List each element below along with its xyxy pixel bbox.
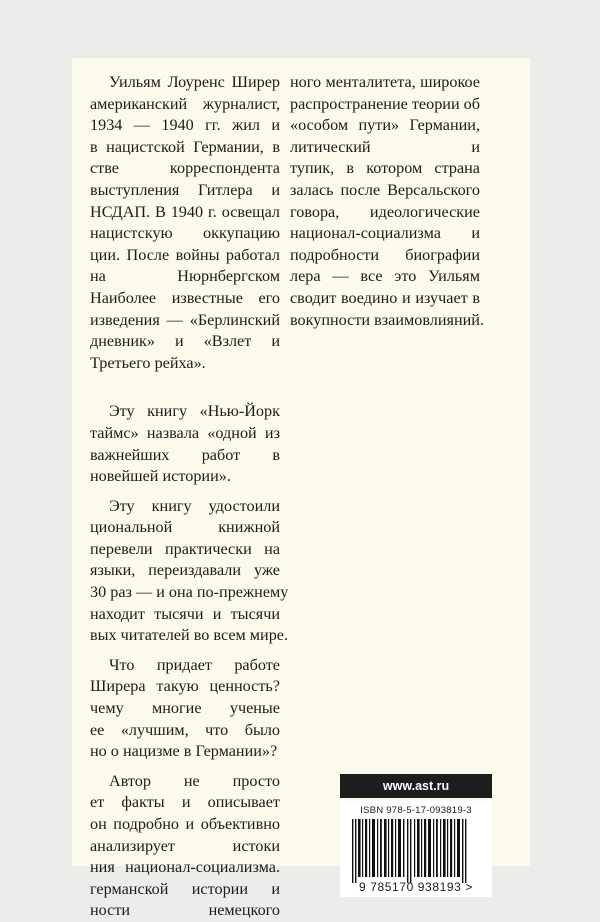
text-line: чему многие ученые bbox=[90, 699, 280, 718]
text-line: говора, идеологические bbox=[290, 202, 480, 221]
paragraph-author-bio bbox=[90, 72, 280, 374]
text-line: Эту книгу удостоили bbox=[109, 496, 280, 515]
text-line: ного менталитета, широкое bbox=[290, 73, 480, 91]
barcode-icon bbox=[346, 819, 486, 883]
text-line: национал-социализма и bbox=[290, 224, 480, 243]
text-line: германской истории и bbox=[90, 879, 280, 898]
text-line: дневник» и «Взлет и bbox=[90, 332, 280, 351]
paragraph-continuation bbox=[290, 72, 485, 331]
text-line: НСДАП. В 1940 г. освещал bbox=[90, 202, 280, 221]
text-line: «особом пути» Германии, bbox=[290, 116, 480, 135]
text-line: таймс» назвала «одной из bbox=[90, 423, 280, 442]
text-line: ности немецкого bbox=[90, 901, 280, 920]
text-line: Ширера такую ценность? bbox=[90, 677, 280, 696]
text-line: вокупности взаимовлияний. bbox=[290, 310, 485, 329]
barcode-panel bbox=[340, 801, 492, 897]
text-line: 30 раз — и она по-прежнему bbox=[90, 583, 289, 602]
text-line: лера — все это Уильям bbox=[290, 267, 480, 286]
text-line: стве корреспондента bbox=[90, 159, 280, 178]
right-column bbox=[290, 72, 485, 331]
paragraph-analysis bbox=[90, 771, 280, 922]
back-cover bbox=[72, 58, 530, 920]
text-line: 1934 — 1940 гг. жил и bbox=[90, 116, 280, 135]
paragraph-nyt-quote bbox=[90, 401, 280, 487]
text-line: сводит воедино и изучает в bbox=[290, 288, 480, 307]
text-line: в нацистской Германии, в bbox=[90, 137, 280, 156]
text-line: выступления Гитлера и bbox=[90, 180, 280, 199]
text-line: ее «лучшим, что было bbox=[90, 720, 280, 739]
text-line: но о нацизме в Германии»? bbox=[90, 742, 278, 761]
text-line: нацистскую оккупацию bbox=[90, 224, 280, 243]
text-line: распространение теории об bbox=[290, 94, 480, 113]
paragraph-question bbox=[90, 655, 280, 763]
text-line: Наиболее известные его bbox=[90, 288, 280, 307]
text-line: залась после Версальского bbox=[290, 180, 480, 199]
left-column bbox=[90, 72, 289, 922]
publisher-website: www.ast.ru bbox=[340, 774, 492, 798]
text-line: ции. После войны работал bbox=[90, 245, 280, 264]
barcode-digits: 9 785170 938193 > bbox=[359, 880, 473, 894]
text-line: Автор не просто bbox=[109, 771, 280, 790]
text-line: тупик, в котором страна bbox=[290, 159, 480, 178]
text-line: он подробно и объективно bbox=[90, 815, 280, 833]
text-line: ния национал-социализма. bbox=[90, 858, 280, 877]
text-line: ет факты и описывает bbox=[90, 793, 280, 812]
publisher-barcode-block bbox=[340, 774, 492, 897]
text-line: новейшей истории». bbox=[90, 467, 231, 486]
text-line: подробности биографии bbox=[290, 245, 480, 264]
text-line: американский журналист, bbox=[90, 94, 280, 113]
text-line: языки, переиздавали уже bbox=[90, 561, 280, 580]
text-line: Что придает работе bbox=[109, 655, 280, 674]
text-line: находит тысячи и тысячи bbox=[90, 604, 280, 623]
text-line: перевели практически на bbox=[90, 539, 280, 558]
text-line: изведения — «Берлинский bbox=[90, 310, 280, 329]
text-line: Третьего рейха». bbox=[90, 353, 206, 372]
text-line: циональной книжной bbox=[90, 518, 280, 537]
text-line: вых читателей во всем мире. bbox=[90, 626, 289, 645]
text-line: анализирует истоки bbox=[90, 836, 280, 855]
text-line: на Нюрнбергском bbox=[90, 267, 280, 286]
text-line: Эту книгу «Нью-Йорк bbox=[109, 402, 280, 421]
text-line: литический и bbox=[290, 137, 480, 156]
text-line: Уильям Лоуренс Ширер bbox=[109, 73, 280, 91]
text-line: важнейших работ в bbox=[90, 445, 280, 464]
isbn-label: ISBN 978-5-17-093819-3 bbox=[360, 805, 472, 816]
paragraph-award bbox=[90, 496, 289, 647]
